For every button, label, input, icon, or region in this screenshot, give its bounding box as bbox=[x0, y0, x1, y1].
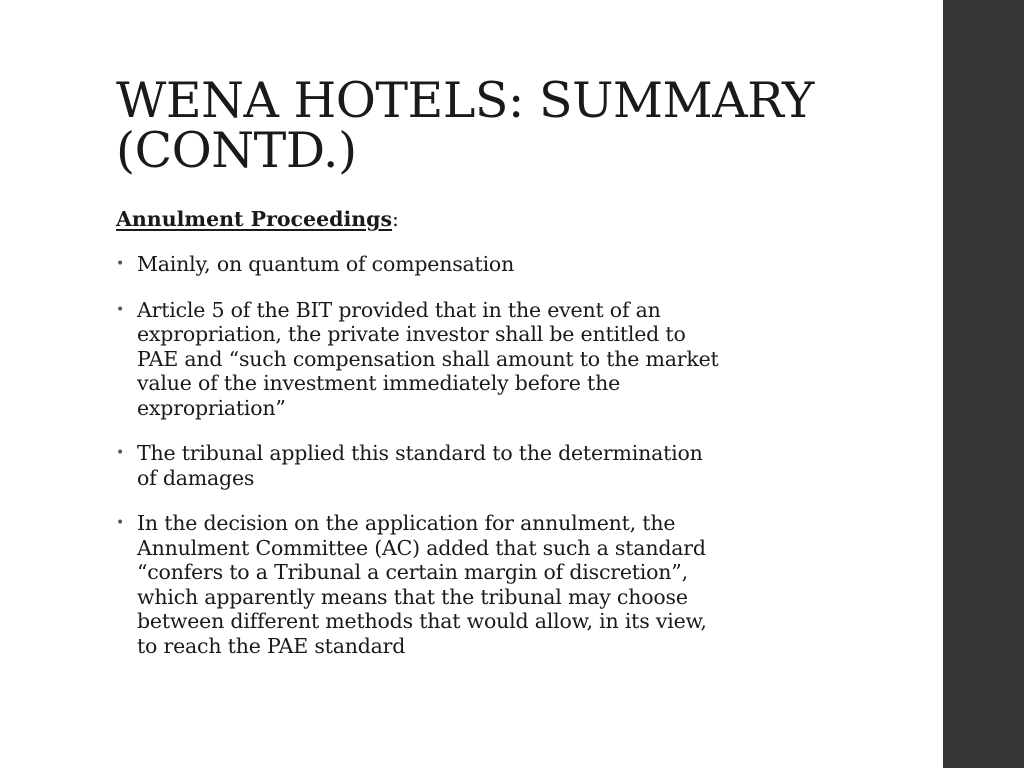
bullet-text-line: Annulment Committee (AC) added that such a standard bbox=[137, 535, 706, 560]
bullet-item-article-5 bbox=[116, 298, 816, 421]
bullet-text-line: PAE and “such compensation shall amount to the market bbox=[137, 346, 719, 371]
bullet-item-quantum bbox=[116, 252, 816, 277]
slide-title-line-2: (CONTD.) bbox=[116, 122, 357, 179]
bullet-text-line: to reach the PAE standard bbox=[137, 633, 406, 658]
slide-title-line-1: WENA HOTELS: SUMMARY bbox=[116, 72, 814, 129]
bullet-icon: • bbox=[116, 445, 125, 461]
slide-content bbox=[116, 206, 816, 679]
bullet-item-annulment-decision bbox=[116, 511, 816, 658]
section-heading-text: Annulment Proceedings bbox=[116, 207, 393, 231]
bullet-text-line: between different methods that would allow, in its view, bbox=[137, 609, 707, 633]
bullet-icon: • bbox=[116, 301, 125, 318]
right-side-band bbox=[943, 0, 1024, 768]
section-heading-colon: : bbox=[392, 207, 399, 231]
bullet-icon: • bbox=[116, 515, 125, 531]
bullet-text-line: of damages bbox=[137, 465, 255, 490]
bullet-text-line: expropriation, the private investor shall be entitled to bbox=[137, 322, 686, 346]
bullet-text-line: “confers to a Tribunal a certain margin of discretion”, bbox=[137, 560, 688, 584]
bullet-text-line: Article 5 of the BIT provided that in the event of an bbox=[137, 297, 661, 322]
bullet-text-line: expropriation” bbox=[137, 395, 286, 420]
slide-title bbox=[116, 72, 936, 179]
bullet-item-tribunal-standard bbox=[116, 441, 816, 490]
bullet-text-line: which apparently means that the tribunal may choose bbox=[137, 584, 688, 609]
bullet-text-line: In the decision on the application for annulment, the bbox=[137, 511, 676, 535]
bullet-text-line: The tribunal applied this standard to the determination bbox=[137, 441, 703, 465]
bullet-list bbox=[116, 252, 816, 658]
section-heading bbox=[116, 206, 816, 232]
bullet-icon: • bbox=[116, 256, 125, 272]
bullet-text-line: value of the investment immediately before the bbox=[137, 371, 621, 395]
bullet-text-line: Mainly, on quantum of compensation bbox=[137, 252, 515, 276]
